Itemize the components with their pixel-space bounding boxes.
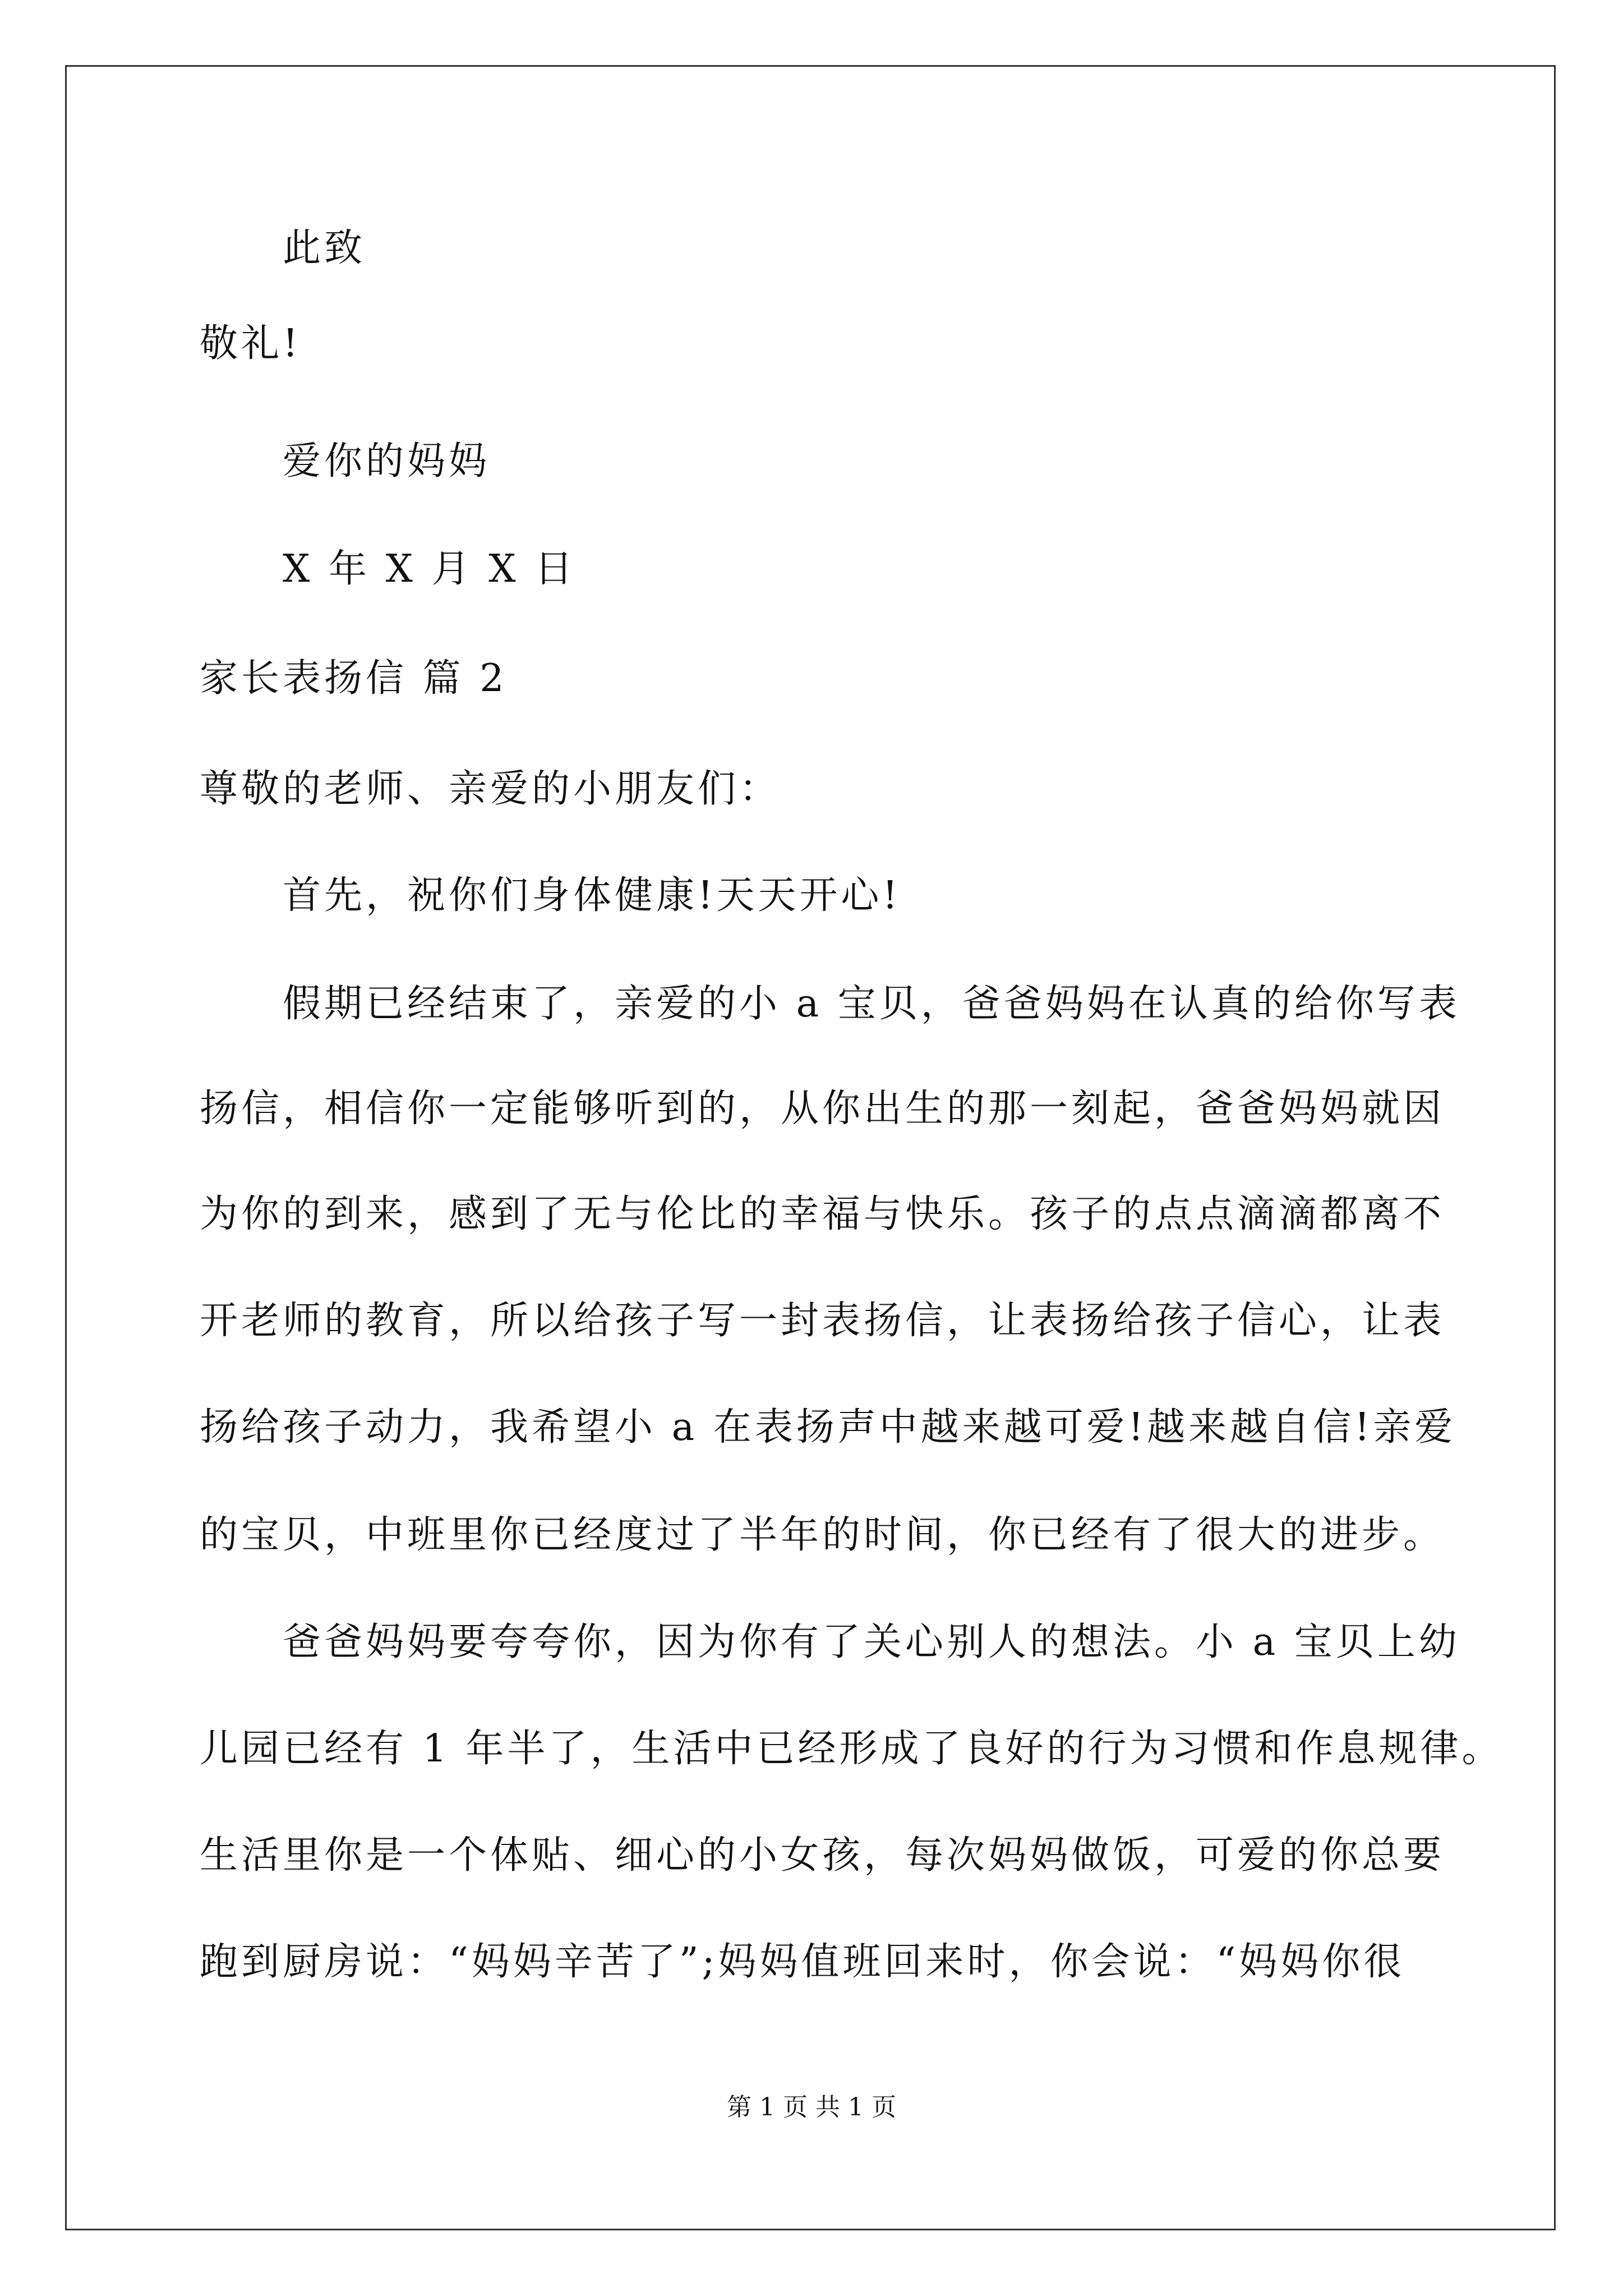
date-line: X 年 X 月 X 日 [283, 547, 577, 591]
section-heading: 家长表扬信 篇 2 [200, 656, 508, 701]
paragraph-line: 扬给孩子动力，我希望小 a 在表扬声中越来越可爱!越来越自信!亲爱 [200, 1405, 1456, 1450]
paragraph-line: 扬信，相信你一定能够听到的，从你出生的那一刻起，爸爸妈妈就因 [200, 1087, 1445, 1131]
paragraph-line: 开老师的教育，所以给孩子写一封表扬信，让表扬给孩子信心，让表 [200, 1299, 1445, 1343]
paragraph-line: 首先，祝你们身体健康!天天开心! [283, 873, 901, 918]
paragraph-line: 生活里你是一个体贴、细心的小女孩，每次妈妈做饭，可爱的你总要 [200, 1833, 1445, 1878]
page-border [65, 65, 1556, 2230]
greeting-line: 尊敬的老师、亲爱的小朋友们： [200, 767, 781, 811]
paragraph-line: 儿园已经有 1 年半了，生活中已经形成了良好的行为习惯和作息规律。 [200, 1727, 1504, 1771]
closing-salutation: 此致 [283, 226, 366, 270]
closing-respect: 敬礼! [200, 321, 302, 366]
page-footer: 第 1 页 共 1 页 [727, 2093, 896, 2122]
paragraph-line: 爸爸妈妈要夸夸你，因为你有了关心别人的想法。小 a 宝贝上幼 [283, 1620, 1460, 1664]
signature: 爱你的妈妈 [283, 439, 491, 484]
paragraph-line: 跑到厨房说：“妈妈辛苦了”;妈妈值班回来时，你会说：“妈妈你很 [200, 1940, 1405, 1984]
paragraph-line: 为你的到来，感到了无与伦比的幸福与快乐。孩子的点点滴滴都离不 [200, 1192, 1445, 1236]
paragraph-line: 的宝贝，中班里你已经度过了半年的时间，你已经有了很大的进步。 [200, 1513, 1445, 1557]
paragraph-line: 假期已经结束了，亲爱的小 a 宝贝，爸爸妈妈在认真的给你写表 [283, 982, 1460, 1026]
